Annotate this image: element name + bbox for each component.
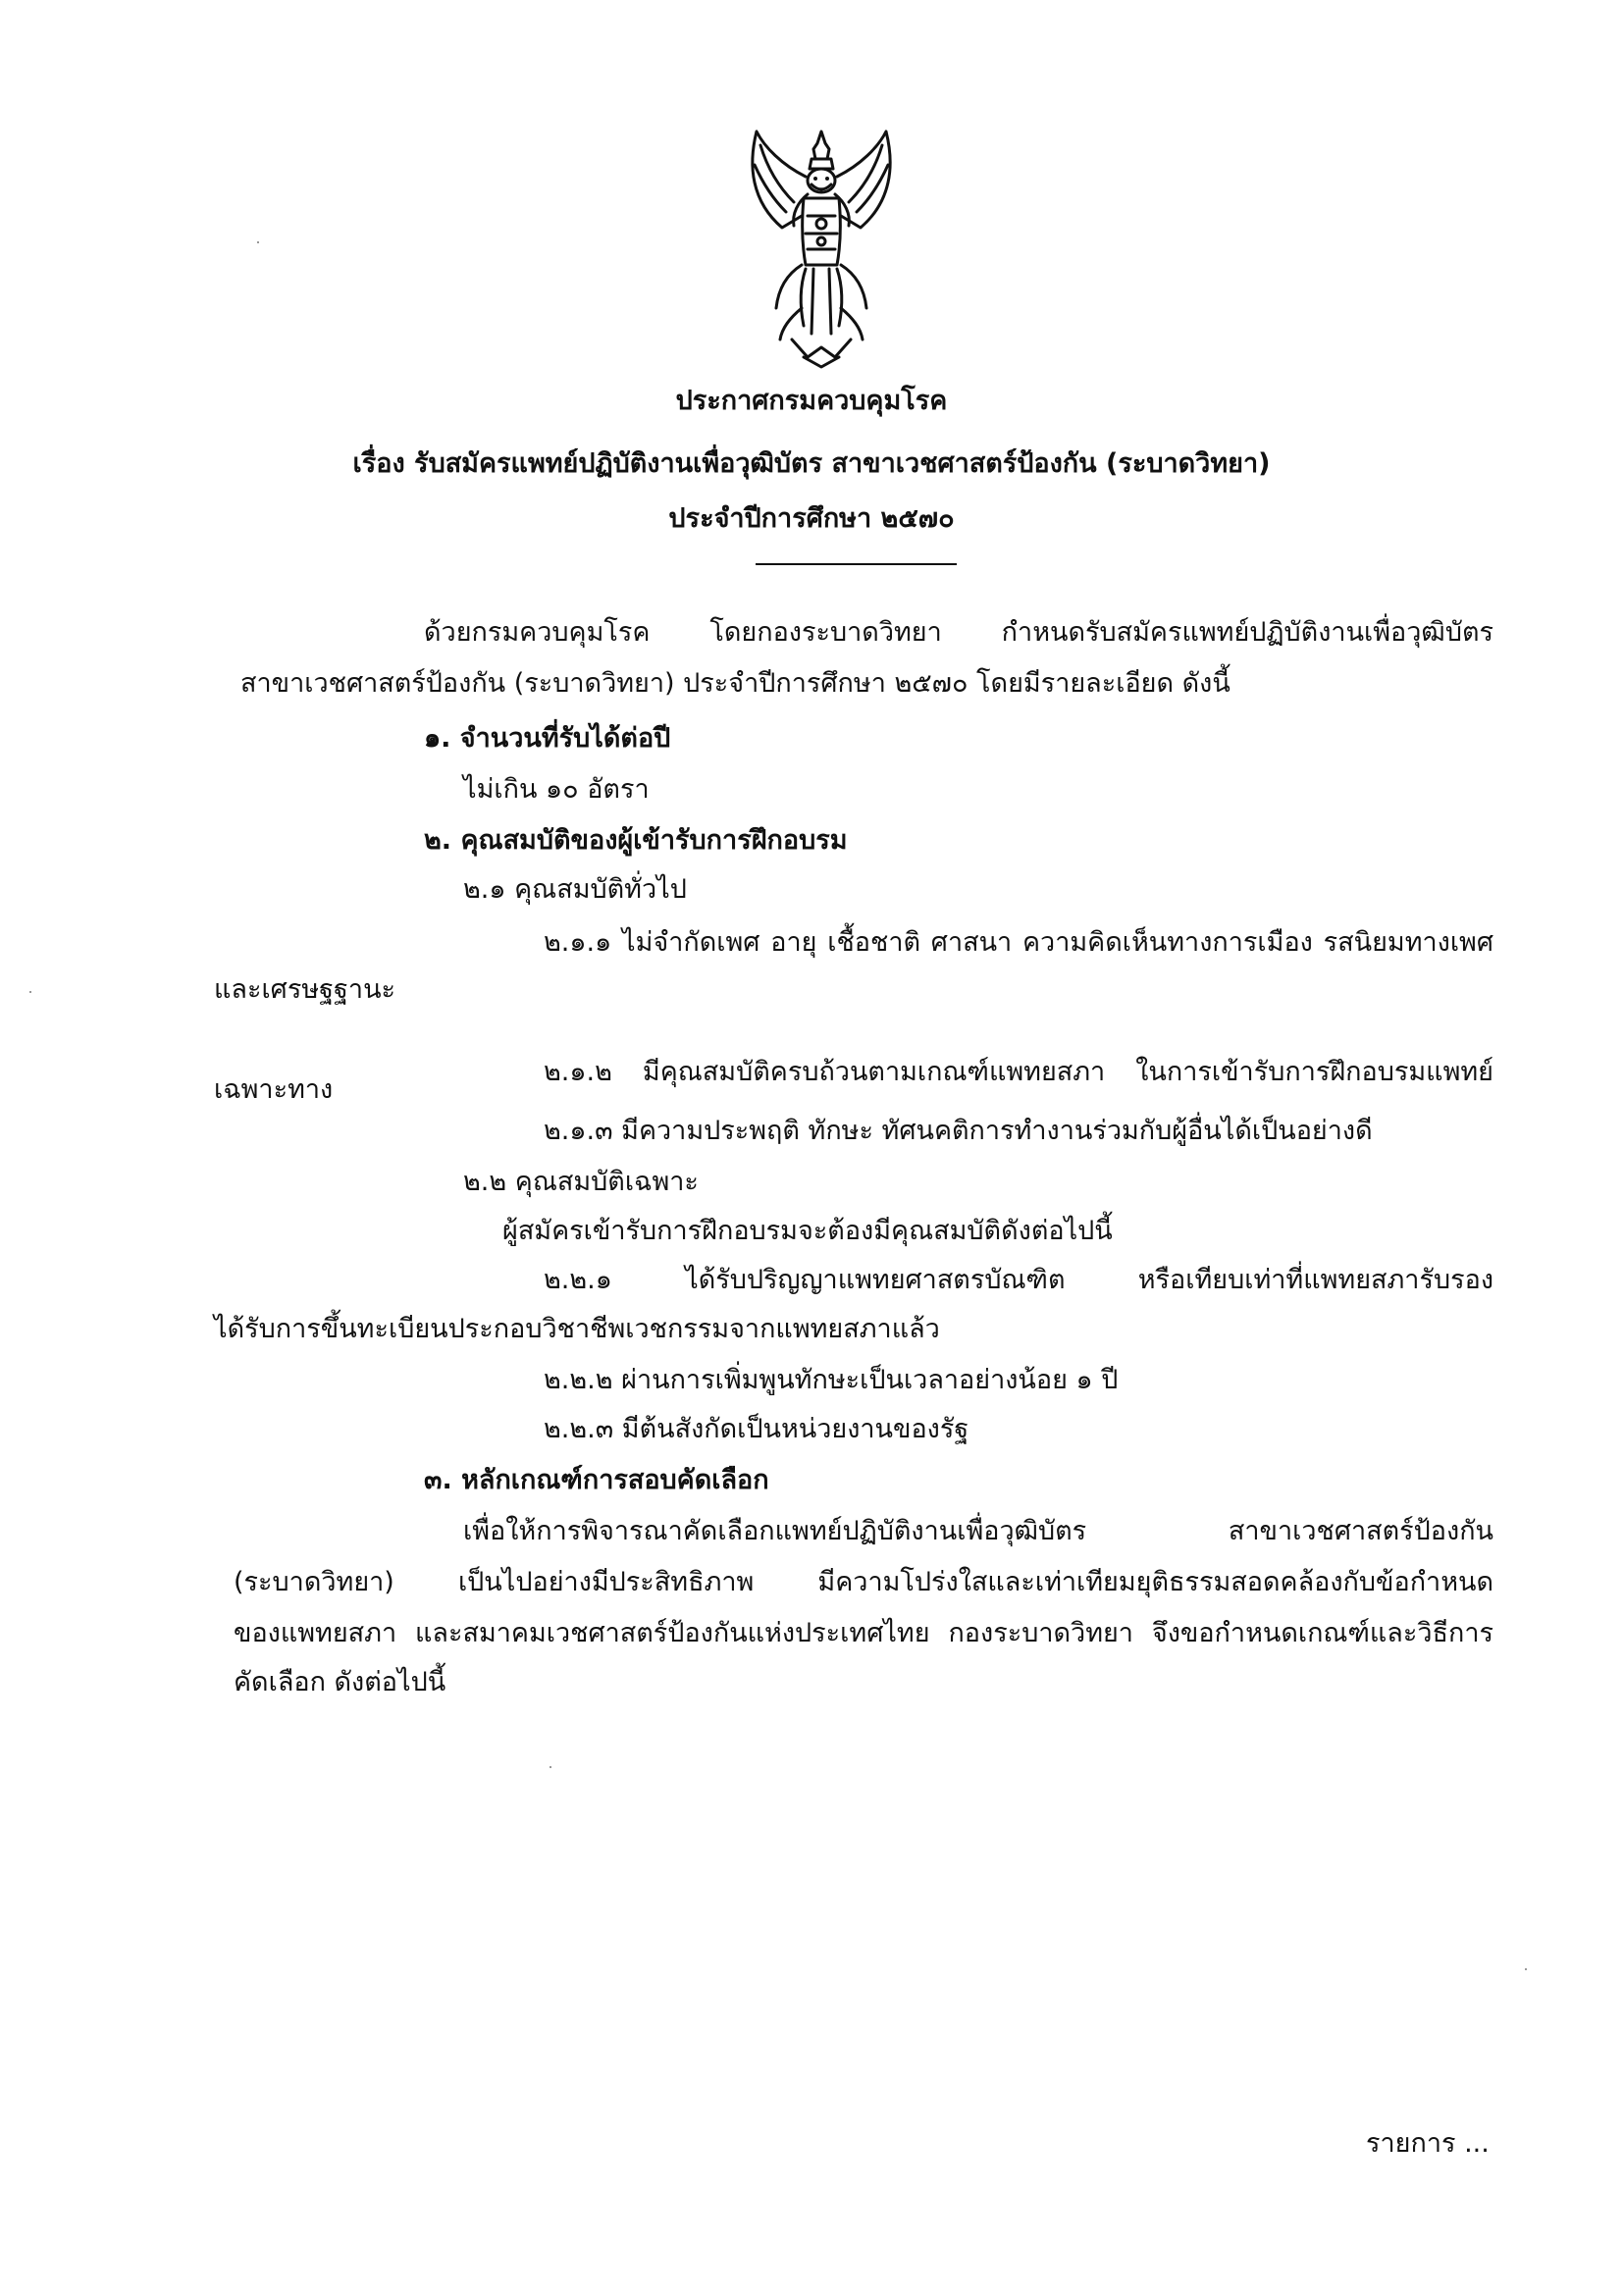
- item-2-2-1-line-1: ๒.๒.๑ ได้รับปริญญาแพทยศาสตรบัณฑิต หรือเทียบเท่าที่แพทยสภารับรอง: [544, 1265, 1493, 1295]
- announcement-issuer: ประกาศกรมควบคุมโรค: [675, 386, 948, 416]
- heading-divider: [756, 563, 957, 565]
- section-1-heading: ๑. จำนวนที่รับได้ต่อปี: [424, 723, 671, 754]
- item-2-2-2: ๒.๒.๒ ผ่านการเพิ่มพูนทักษะเป็นเวลาอย่างน้อย ๑ ปี: [544, 1365, 1119, 1395]
- announcement-year: ประจำปีการศึกษา ๒๕๗๐: [668, 503, 955, 534]
- item-2-1-1-line-1: ๒.๑.๑ ไม่จำกัดเพศ อายุ เชื้อชาติ ศาสนา ความคิดเห็นทางการเมือง รสนิยมทางเพศ: [544, 927, 1493, 958]
- item-2-1-1-line-2: และเศรษฐฐานะ: [214, 974, 396, 1005]
- intro-line-2: สาขาเวชศาสตร์ป้องกัน (ระบาดวิทยา) ประจำปีการศึกษา ๒๕๗๐ โดยมีรายละเอียด ดังนี้: [240, 668, 1230, 699]
- scan-speck: [257, 241, 259, 243]
- section-3-para-line-4: คัดเลือก ดังต่อไปนี้: [234, 1667, 446, 1697]
- intro-line-1: ด้วยกรมควบคุมโรค โดยกองระบาดวิทยา กำหนดรับสมัครแพทย์ปฏิบัติงานเพื่อวุฒิบัตร: [424, 617, 1493, 648]
- page-continuation: รายการ ...: [1366, 2128, 1490, 2159]
- section-2-2-heading: ๒.๒ คุณสมบัติเฉพาะ: [463, 1167, 699, 1197]
- section-3-para-line-2: (ระบาดวิทยา) เป็นไปอย่างมีประสิทธิภาพ มีความโปร่งใสและเท่าเทียมยุติธรรมสอดคล้องกับข้อกำหนด: [234, 1567, 1493, 1597]
- section-1-text: ไม่เกิน ๑๐ อัตรา: [463, 774, 650, 805]
- item-2-2-3: ๒.๒.๓ มีต้นสังกัดเป็นหน่วยงานของรัฐ: [544, 1414, 969, 1444]
- section-3-heading: ๓. หลักเกณฑ์การสอบคัดเลือก: [424, 1465, 769, 1495]
- item-2-1-3: ๒.๑.๓ มีความประพฤติ ทักษะ ทัศนคติการทำงานร่วมกับผู้อื่นได้เป็นอย่างดี: [544, 1116, 1373, 1146]
- section-2-heading: ๒. คุณสมบัติของผู้เข้ารับการฝึกอบรม: [424, 825, 848, 856]
- garuda-emblem-icon: [743, 126, 900, 371]
- item-2-1-2-line-1: ๒.๑.๒ มีคุณสมบัติครบถ้วนตามเกณฑ์แพทยสภา ในการเข้ารับการฝึกอบรมแพทย์: [544, 1057, 1493, 1087]
- scan-speck: [550, 1766, 551, 1768]
- item-2-2-1-line-2: ได้รับการขึ้นทะเบียนประกอบวิชาชีพเวชกรรมจากแพทยสภาแล้ว: [214, 1314, 940, 1344]
- section-3-para-line-3: ของแพทยสภา และสมาคมเวชศาสตร์ป้องกันแห่งประเทศไทย กองระบาดวิทยา จึงขอกำหนดเกณฑ์และวิธีการ: [234, 1618, 1493, 1648]
- announcement-subject: เรื่อง รับสมัครแพทย์ปฏิบัติงานเพื่อวุฒิบัตร สาขาเวชศาสตร์ป้องกัน (ระบาดวิทยา): [352, 448, 1271, 479]
- section-2-1-heading: ๒.๑ คุณสมบัติทั่วไป: [463, 874, 687, 905]
- item-2-1-2-line-2: เฉพาะทาง: [214, 1074, 334, 1105]
- scan-speck: [29, 991, 31, 993]
- section-2-2-lead: ผู้สมัครเข้ารับการฝึกอบรมจะต้องมีคุณสมบัติดังต่อไปนี้: [502, 1216, 1113, 1246]
- scan-speck: [1525, 1968, 1527, 1970]
- section-3-para-line-1: เพื่อให้การพิจารณาคัดเลือกแพทย์ปฏิบัติงานเพื่อวุฒิบัตร สาขาเวชศาสตร์ป้องกัน: [463, 1516, 1493, 1546]
